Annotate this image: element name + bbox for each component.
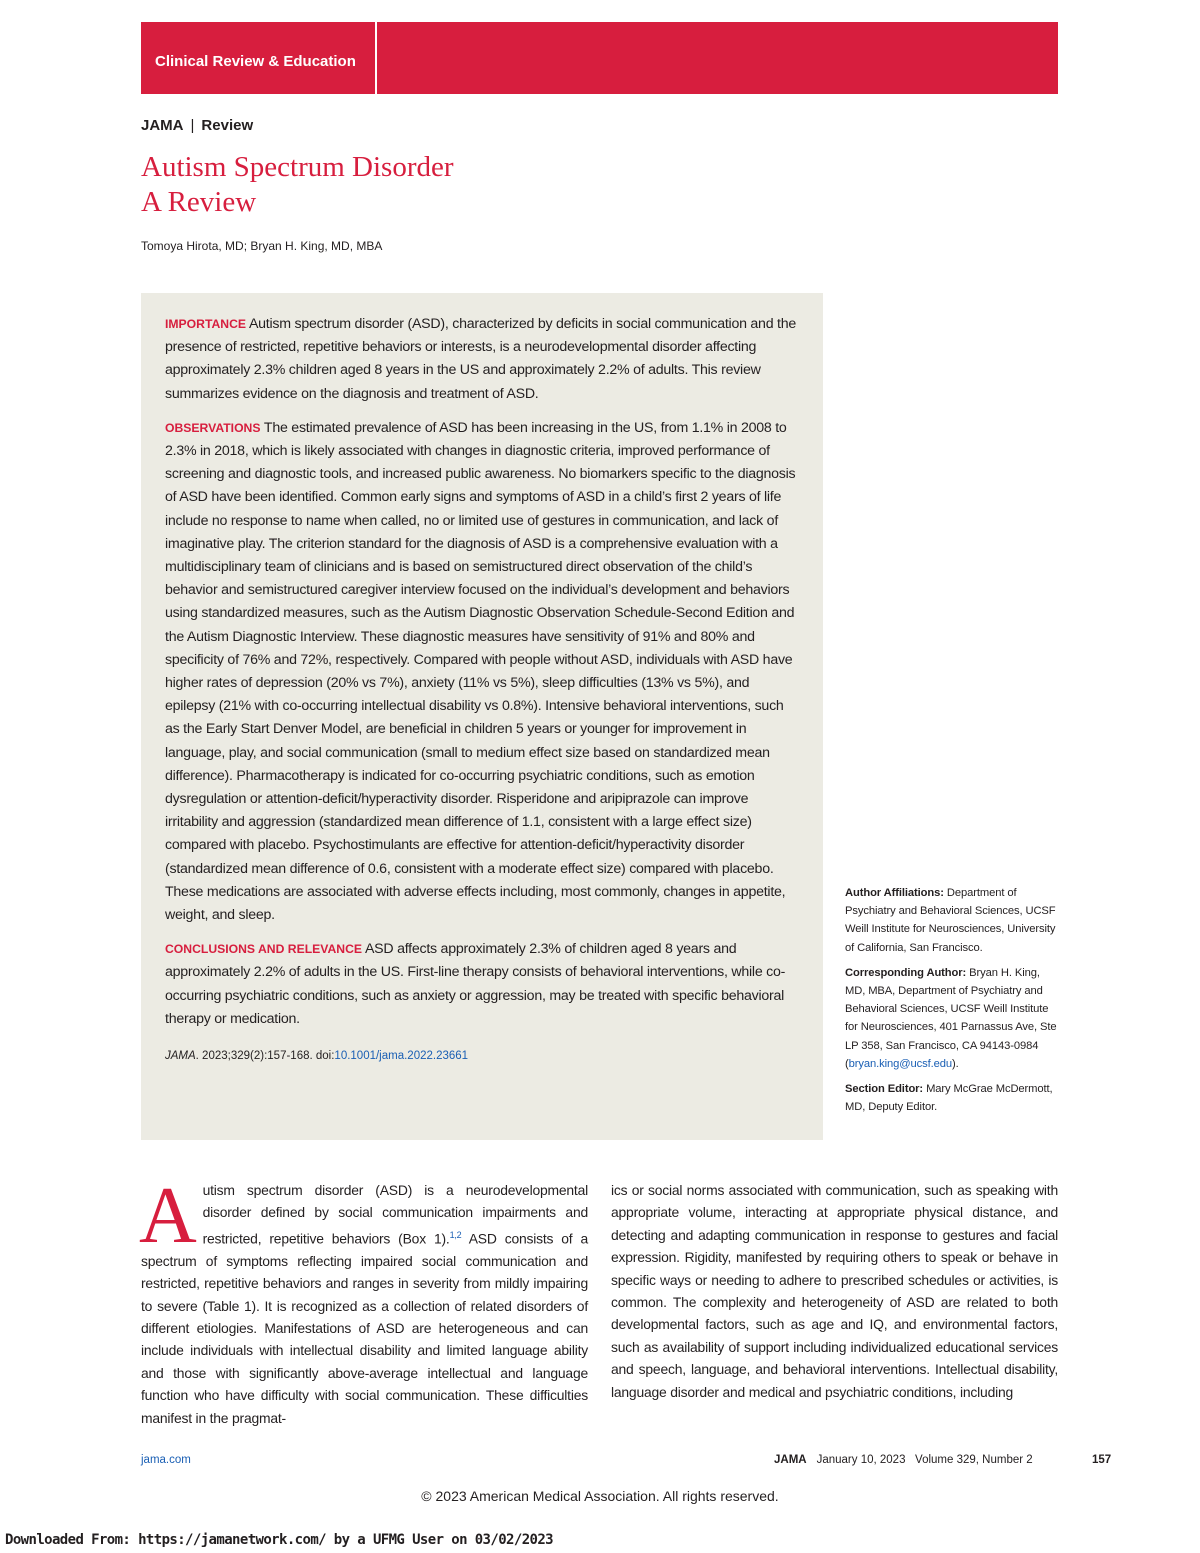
corresponding-author (845, 964, 1060, 1073)
abstract-conclusions (165, 938, 799, 1031)
importance-heading: IMPORTANCE (165, 317, 247, 331)
article-type: Review (201, 117, 254, 134)
corresponding-text: Bryan H. King, MD, MBA, Department of Psychiatry and Behavioral Sciences, UCSF Weill Institute for Neurosciences, 401 Parnassus Ave, Ste LP 358, San Francisco, CA 94143-0984 ( (845, 966, 1057, 1070)
body-column-left (139, 1172, 588, 1429)
author-list: Tomoya Hirota, MD; Bryan H. King, MD, MBA (141, 239, 383, 253)
journal-brand (141, 117, 253, 134)
abstract-importance (165, 313, 799, 406)
author-affiliations (845, 884, 1060, 957)
author-sidebar (845, 884, 1060, 1123)
corresponding-end: ). (952, 1057, 959, 1070)
email-link[interactable]: bryan.king@ucsf.edu (848, 1057, 953, 1070)
editor-label: Section Editor: (845, 1083, 924, 1096)
affiliations-text: Department of Psychiatry and Behavioral Sciences, UCSF Weill Institute for Neurosciences, University of California, San Francisco. (845, 887, 1056, 954)
body-text-left: utism spectrum disorder (ASD) is a neurodevelopmental disorder defined by social communication impairments and restricted, repetitive behaviors (Box 1). (202, 1182, 588, 1247)
page-number: 157 (1092, 1454, 1112, 1466)
importance-text: Autism spectrum disorder (ASD), characterized by deficits in social communication and the presence of restricted, repetitive behaviors or interests, is a neurodevelopmental disorder affecting approximately 2.3% children aged 8 years in the US and approximately 2.2% of adults. This review summarizes evidence on the diagnosis and treatment of ASD. (165, 316, 796, 402)
page-footer (141, 1454, 1111, 1472)
copyright-notice: © 2023 American Medical Association. All rights reserved. (421, 1488, 779, 1504)
subtitle-line: A Review (141, 186, 257, 218)
body-text-left-cont: ASD consists of a spectrum of symptoms reflecting impaired social communication and restricted, repetitive behaviors and ranges in severity from mildly impairing to severe (Table 1). It is recognized as a collection of related disorders of different etiologies. Manifestations of ASD are heterogeneous and can include individuals with intellectual disability and limited language ability and those with significantly above-average intellectual and language function who have difficulty with social communication. These difficulties manifest in the pragmat- (141, 1230, 588, 1426)
observations-text: The estimated prevalence of ASD has been increasing in the US, from 1.1% in 2008 to 2.3% in 2018, which is likely associated with changes in diagnostic criteria, improved performance of screening and diagnostic tools, and increased public awareness. No biomarkers specific to the diagnosis of ASD have been identified. Common early signs and symptoms of ASD in a child’s first 2 years of life include no response to name when called, no or limited use of gestures in communication, and lack of imaginative play. The criterion standard for the diagnosis of ASD is a comprehensive evaluation with a multidisciplinary team of clinicians and is based on semistructured direct observation of the child’s behavior and semistructured caregiver interview focused on the individual’s development and behaviors using standardized measures, such as the Autism Diagnostic Observation Schedule-Second Edition and the Autism Diagnostic Interview. These diagnostic measures have sensitivity of 91% and 80% and specificity of 76% and 72%, respectively. Compared with people without ASD, individuals with ASD have higher rates of depression (20% vs 7%), anxiety (11% vs 5%), sleep difficulties (13% vs 5%), and epilepsy (21% with co-occurring intellectual disability vs 0.8%). Intensive behavioral interventions, such as the Early Start Denver Model, are beneficial in children 5 years or younger for improvement in language, play, and social communication (small to medium effect size based on standardized mean difference). Pharmacotherapy is indicated for co-occurring psychiatric conditions, such as emotion dysregulation or attention-deficit/hyperactivity disorder. Risperidone and aripiprazole can improve irritability and aggression (standardized mean difference of 1.1, consistent with a large effect size) compared with placebo. Psychostimulants are effective for attention-deficit/hyperactivity disorder (standardized mean difference of 0.6, consistent with a moderate effect size) compared with placebo. These medications are associated with adverse effects including, most commonly, changes in appetite, weight, and sleep. (165, 419, 796, 924)
body-column-right (611, 1179, 1058, 1403)
abstract-box (141, 293, 823, 1140)
issue-info (774, 1454, 1033, 1466)
download-stamp: Downloaded From: https://jamanetwork.com/ by a UFMG User on 03/02/2023 (5, 1532, 554, 1548)
drop-cap: A (139, 1172, 197, 1260)
footer-issue: January 10, 2023 Volume 329, Number 2 (816, 1454, 1033, 1466)
editor-text: Mary McGrae McDermott, MD, Deputy Editor. (845, 1083, 1053, 1114)
conclusions-heading: CONCLUSIONS AND RELEVANCE (165, 942, 363, 957)
body-paragraph (139, 1172, 588, 1429)
reference-superscript[interactable]: 1,2 (449, 1229, 462, 1240)
doi-link[interactable]: 10.1001/jama.2022.23661 (334, 1050, 469, 1063)
citation-text: . 2023;329(2):157-168. doi: (195, 1050, 335, 1063)
brand-separator: | (190, 117, 195, 134)
citation-journal: JAMA (165, 1050, 196, 1063)
journal-name: JAMA (141, 117, 184, 134)
affiliations-label: Author Affiliations: (845, 887, 944, 899)
site-link[interactable]: jama.com (141, 1454, 191, 1466)
corresponding-label: Corresponding Author: (845, 966, 967, 979)
section-label: Clinical Review & Education (141, 22, 377, 94)
footer-journal: JAMA (774, 1454, 807, 1466)
section-banner (141, 22, 1058, 94)
article-title (141, 150, 454, 220)
section-editor (845, 1080, 1060, 1116)
citation (165, 1045, 799, 1068)
observations-heading: OBSERVATIONS (165, 420, 261, 435)
title-line: Autism Spectrum Disorder (141, 151, 454, 183)
abstract-observations (165, 417, 799, 927)
body-text-right: ics or social norms associated with communication, such as speaking with appropriate volume, interacting at appropriate physical distance, and detecting and adapting communication in response to gestures and facial expression. Rigidity, manifested by requiring others to speak or behave in specific ways or needing to adhere to prescribed schedules or activities, is common. The complexity and heterogeneity of ASD are related to both developmental factors, such as age and IQ, and environmental factors, such as availability of support including individualized educational services and speech, language, and behavioral interventions. Intellectual disability, language disorder and medical and psychiatric conditions, including (611, 1182, 1058, 1400)
conclusions-text: ASD affects approximately 2.3% of children aged 8 years and approximately 2.2% of adults in the US. First-line therapy consists of behavioral interventions, while co-occurring psychiatric conditions, such as anxiety or aggression, may be treated with specific behavioral therapy or medication. (165, 941, 786, 1027)
